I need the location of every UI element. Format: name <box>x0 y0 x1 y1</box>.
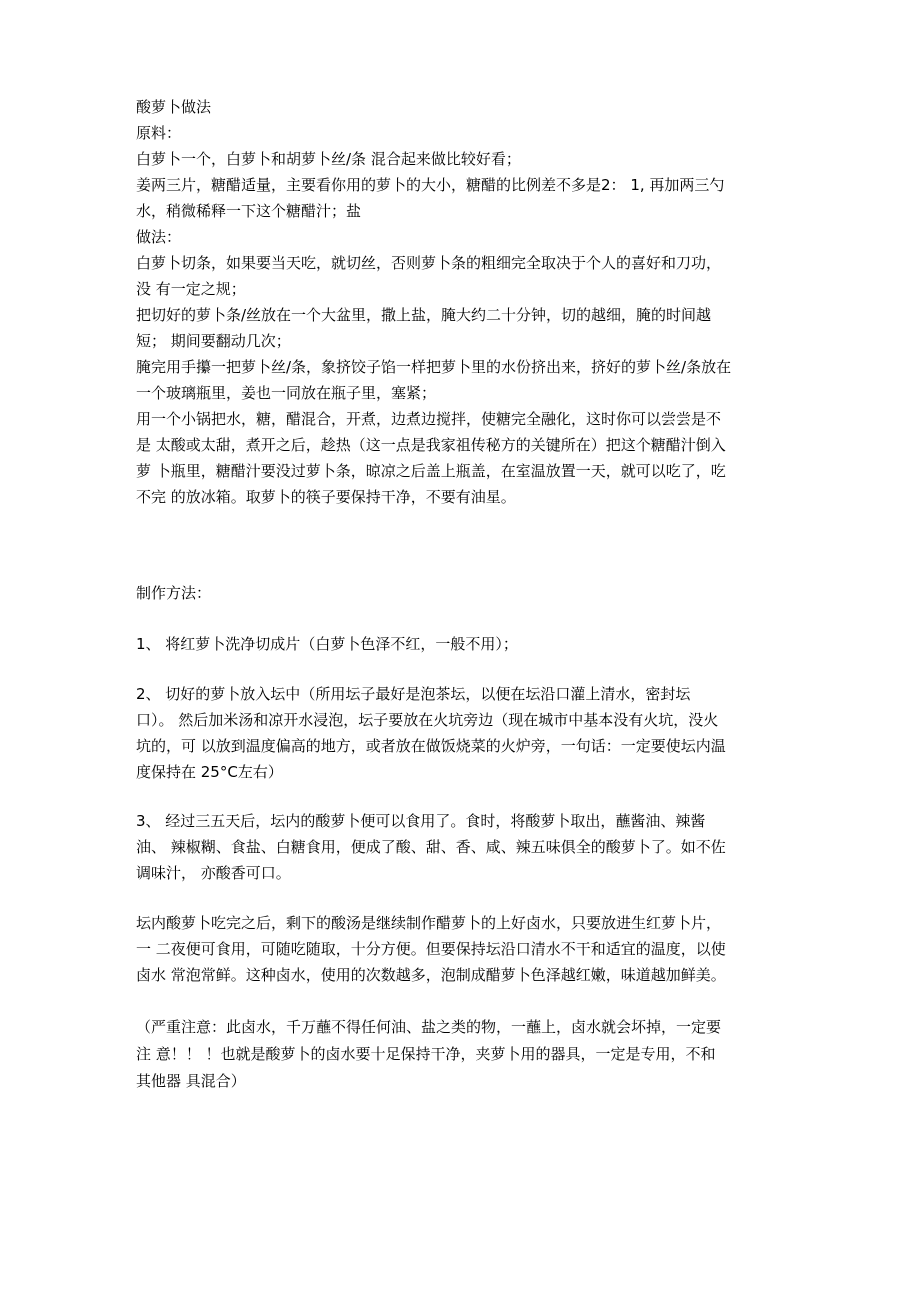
text-line: 白萝卜一个，白萝卜和胡萝卜丝/条 混合起来做比较好看； <box>136 150 521 168</box>
text-line: 是 太酸或太甜，煮开之后，趁热（这一点是我家祖传秘方的关键所在）把这个糖醋汁倒入 <box>136 436 726 454</box>
text-line: 2、 切好的萝卜放入坛中（所用坛子最好是泡茶坛，以便在坛沿口灌上清水，密封坛 <box>136 685 691 703</box>
text-line: 调味汁， 亦酸香可口。 <box>136 864 291 882</box>
text-line: 把切好的萝卜条/丝放在一个大盆里，撒上盐，腌大约二十分钟，切的越细，腌的时间越 <box>136 306 712 324</box>
text-line: （严重注意：此卤水，千万蘸不得任何油、盐之类的物，一蘸上，卤水就会坏掉，一定要 <box>136 1018 722 1036</box>
text-line: 用一个小锅把水，糖，醋混合，开煮，边煮边搅拌，使糖完全融化，这时你可以尝尝是不 <box>136 410 722 428</box>
text-line: 腌完用手攥一把萝卜丝/条，象挤饺子馅一样把萝卜里的水份挤出来，挤好的萝卜丝/条放在 <box>136 358 732 376</box>
text-line: 坛内酸萝卜吃完之后，剩下的酸汤是继续制作醋萝卜的上好卤水，只要放进生红萝卜片， <box>136 914 722 932</box>
text-line: 不完 的放冰箱。取萝卜的筷子要保持干净，不要有油星。 <box>136 488 516 506</box>
method-heading: 做法： <box>136 228 182 246</box>
ingredients-heading: 原料： <box>136 124 182 142</box>
step-2-paragraph <box>136 681 796 785</box>
step-3-paragraph <box>136 808 796 886</box>
text-line: 坑的，可 以放到温度偏高的地方，或者放在做饭烧菜的火炉旁，一句话：一定要使坛内温 <box>136 737 726 755</box>
warning-paragraph <box>136 1014 796 1095</box>
text-line: 其他器 具混合） <box>136 1072 246 1090</box>
text-line: 一 二夜便可食用，可随吃随取，十分方便。但要保持坛沿口清水不干和适宜的温度，以使 <box>136 940 726 958</box>
text-line: 姜两三片，糖醋适量，主要看你用的萝卜的大小，糖醋的比例差不多是2： 1, 再加两三勺 <box>136 176 725 194</box>
text-line: 短； 期间要翻动几次； <box>136 332 291 350</box>
text-line: 1、 将红萝卜洗净切成片（白萝卜色泽不红，一般不用）； <box>136 635 518 653</box>
text-line: 度保持在 25°C左右） <box>136 763 283 781</box>
recipe-title: 酸萝卜做法 <box>136 98 212 116</box>
text-line: 口）。 然后加米汤和凉开水浸泡，坛子要放在火坑旁边（现在城市中基本没有火坑，没火 <box>136 711 719 729</box>
text-line: 一个玻璃瓶里，姜也一同放在瓶子里，塞紧； <box>136 384 437 402</box>
recipe-section <box>136 94 796 510</box>
production-method-heading: 制作方法： <box>136 584 212 602</box>
production-heading-block <box>136 580 796 606</box>
text-line: 萝 卜瓶里，糖醋汁要没过萝卜条，晾凉之后盖上瓶盖，在室温放置一天，就可以吃了，吃 <box>136 462 726 480</box>
text-line: 白萝卜切条，如果要当天吃，就切丝，否则萝卜条的粗细完全取决于个人的喜好和刀功， <box>136 254 722 272</box>
text-line: 卤水 常泡常鲜。这种卤水，使用的次数越多，泡制成醋萝卜色泽越红嫩，味道越加鲜美。 <box>136 966 726 984</box>
text-line: 3、 经过三五天后，坛内的酸萝卜便可以食用了。食时，将酸萝卜取出，蘸酱油、辣酱 <box>136 812 706 830</box>
brine-paragraph <box>136 910 796 988</box>
text-line: 没 有一定之规； <box>136 280 246 298</box>
text-line: 水，稍微稀释一下这个糖醋汁；盐 <box>136 202 362 220</box>
text-line: 油、 辣椒糊、食盐、白糖食用，便成了酸、甜、香、咸、辣五味俱全的酸萝卜了。如不佐 <box>136 838 726 856</box>
step-1-paragraph <box>136 631 796 657</box>
text-line: 注 意！！ ！也就是酸萝卜的卤水要十足保持干净，夹萝卜用的器具，一定是专用，不和 <box>136 1045 716 1063</box>
